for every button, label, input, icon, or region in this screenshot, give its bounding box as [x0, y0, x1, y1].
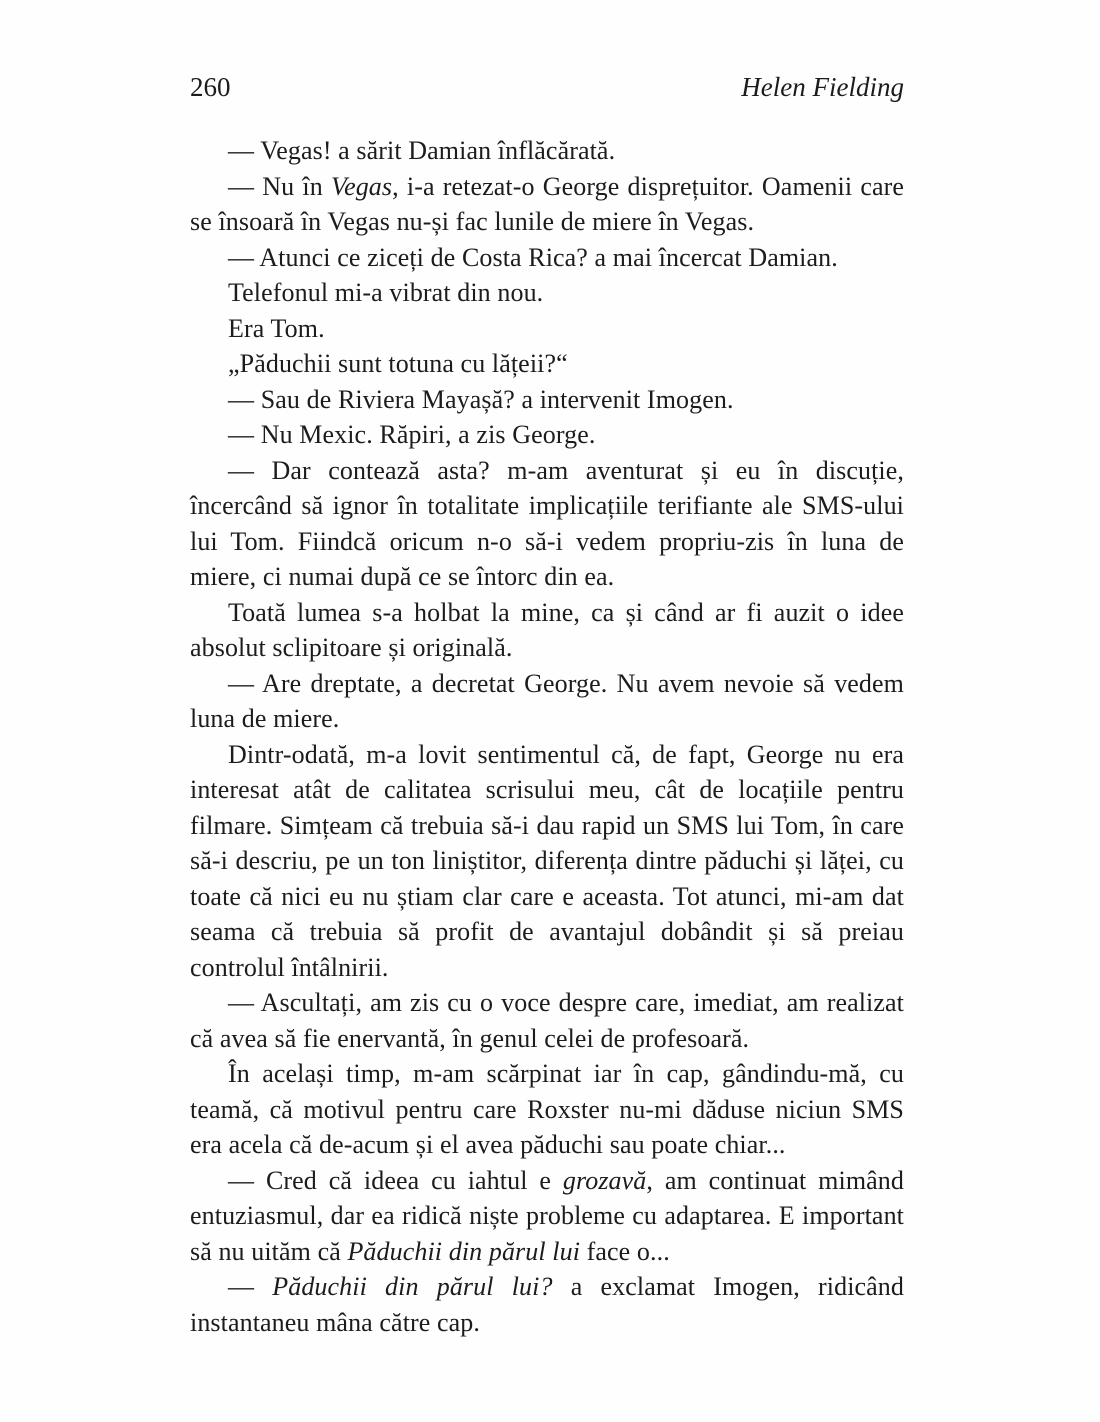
italic-text-segment: Păduchii din părul lui? — [272, 1272, 553, 1301]
text-segment: — Are dreptate, a decretat George. Nu avem nevoie să vedem luna de miere. — [190, 668, 904, 733]
paragraph — [190, 595, 904, 666]
text-segment: Toată lumea s-a holbat la mine, ca și când ar fi auzit o idee absolut sclipitoare și originală. — [190, 597, 904, 662]
paragraph — [190, 985, 904, 1056]
paragraph — [190, 1056, 904, 1163]
text-segment: — Atunci ce ziceți de Costa Rica? a mai încercat Damian. — [228, 242, 838, 272]
paragraph — [190, 417, 904, 453]
text-segment: — Vegas! a sărit Damian înflăcărată. — [228, 136, 616, 165]
text-segment: — Dar contează asta? m-am aventurat și eu în discuție, încercând să ignor în totalitate implicațiile terifiante ale SMS-ului lui Tom. Fiindcă oricum n-o să-i vedem propriu-zis în luna de miere, ci numai după ce se întorc din ea. — [190, 455, 904, 591]
text-segment: Dintr-odată, m-a lovit sentimentul că, de fapt, George nu era interesat atât de calitatea scrisului meu, cât de locațiile pentru filmare. Simțeam că trebuia să-i dau rapid un SMS lui Tom, în care să-i descriu, pe un ton liniștitor, diferența dintre păduchi și lăței, cu toate că nici eu nu știam clar care e aceasta. Tot atunci, mi-am dat seama că trebuia să profit de avantajul dobândit și să preiau controlul întâlnirii. — [190, 739, 904, 982]
text-segment: — Ascultați, am zis cu o voce despre care, imediat, am realizat că avea să fie enervantă, în genul celei de profesoară. — [190, 988, 904, 1053]
text-segment: , am continuat mimând entuziasmul, dar ea ridică niște probleme cu adaptarea. E important să nu uităm că — [190, 1165, 904, 1266]
paragraph — [190, 666, 904, 737]
text-segment: În același timp, m-am scărpinat iar în cap, gândindu-mă, cu teamă, că motivul pentru care Roxster nu-mi dăduse niciun SMS era acela că de-acum și el avea păduchi sau poate chiar... — [190, 1059, 904, 1159]
text-segment: Era Tom. — [228, 313, 325, 343]
text-segment: Telefonul mi-a vibrat din nou. — [228, 278, 544, 307]
page-body — [190, 133, 904, 1340]
text-segment: face o... — [580, 1236, 670, 1266]
italic-text-segment: grozavă — [562, 1165, 647, 1195]
page-number: 260 — [190, 72, 231, 102]
text-segment: , i-a retezat-o George disprețuitor. Oamenii care se însoară în Vegas nu-și fac lunile de miere în Vegas. — [190, 171, 904, 236]
text-segment: — Nu în — [228, 171, 331, 201]
text-segment: — Sau de Riviera Mayașă? a intervenit Imogen. — [228, 384, 734, 414]
paragraph — [190, 737, 904, 986]
running-header — [190, 72, 904, 102]
text-segment: — Cred că ideea cu iahtul e — [228, 1165, 563, 1195]
paragraph — [190, 382, 904, 418]
paragraph — [190, 1163, 904, 1270]
text-segment: — — [228, 1272, 273, 1301]
paragraph — [190, 133, 904, 169]
italic-text-segment: Păduchii din părul lui — [347, 1236, 581, 1266]
paragraph — [190, 346, 904, 382]
running-header-author: Helen Fielding — [741, 72, 904, 102]
text-segment: a exclamat Imogen, ridicând instantaneu mâna către cap. — [190, 1272, 905, 1337]
paragraph — [190, 1269, 904, 1340]
paragraph — [190, 240, 904, 276]
italic-text-segment: Vegas — [330, 171, 393, 201]
paragraph — [190, 275, 904, 311]
paragraph — [190, 311, 904, 347]
text-segment: — Nu Mexic. Răpiri, a zis George. — [228, 420, 596, 449]
paragraph — [190, 453, 904, 595]
text-segment: „Păduchii sunt totuna cu lățeii?“ — [228, 349, 568, 378]
paragraph — [190, 169, 904, 240]
